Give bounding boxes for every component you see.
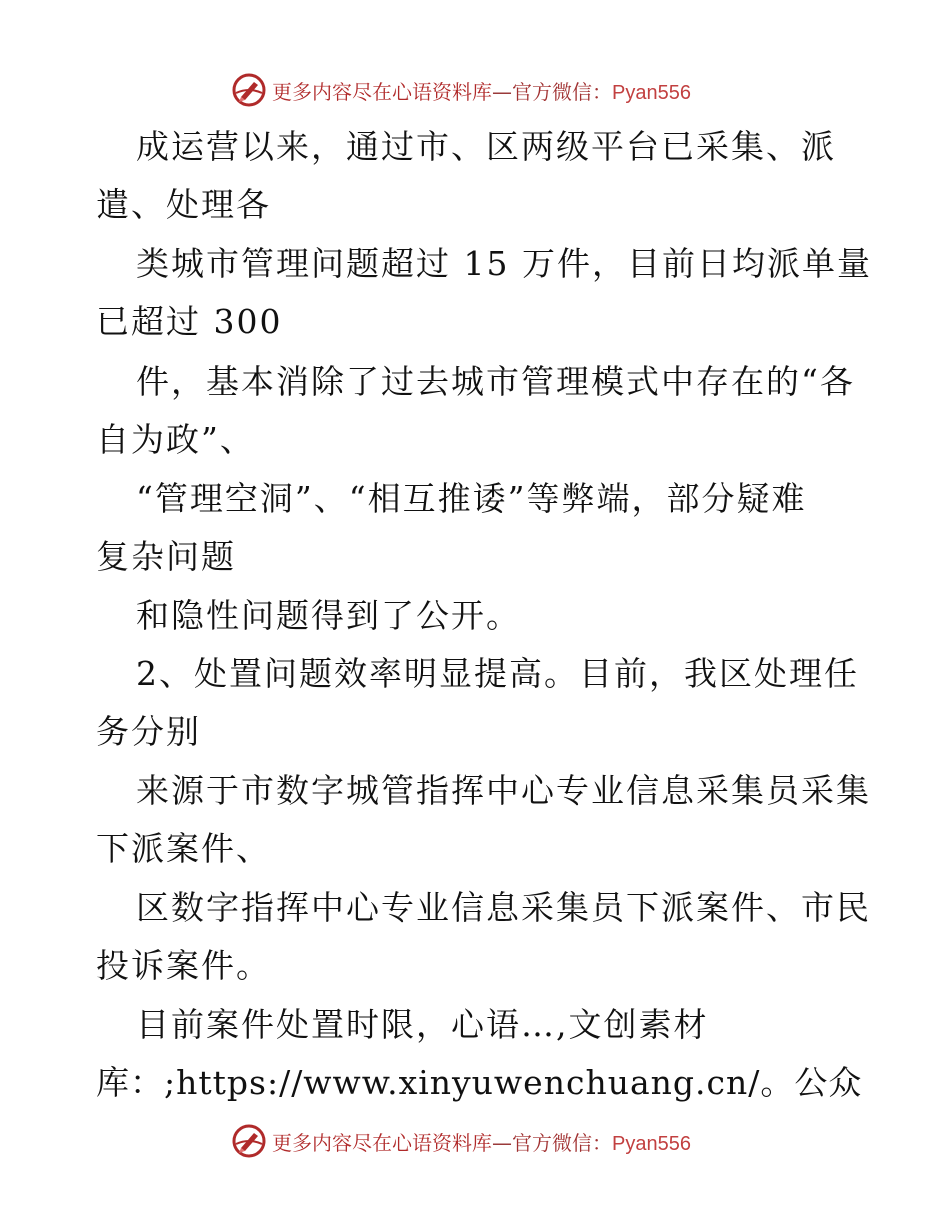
banner-wechat-label: 官方微信：: [512, 79, 612, 104]
text-line: 下派案件、: [96, 829, 271, 868]
banner-wechat-id: Pyan556: [612, 81, 691, 104]
banner-main-text: 更多内容尽在心语资料库: [272, 1130, 492, 1155]
text-line: 务分别: [96, 712, 201, 751]
footer-banner: [232, 1121, 712, 1161]
text-line: 成运营以来，通过市、区两级平台已采集、派: [136, 127, 836, 166]
text-line: 自为政”、: [96, 420, 255, 459]
header-banner: [232, 70, 712, 110]
text-line: 库：;https://www.xinyuwenchuang.cn/。公众: [96, 1063, 863, 1102]
text-line: 已超过 300: [96, 302, 283, 341]
pen-logo-icon: [232, 73, 266, 107]
text-line: 2、处置问题效率明显提高。目前，我区处理任: [136, 654, 859, 693]
banner-wechat-id: Pyan556: [612, 1132, 691, 1155]
text-line: 投诉案件。: [96, 946, 271, 985]
text-line: 目前案件处置时限，心语…,文创素材: [136, 1005, 709, 1044]
text-line: 类城市管理问题超过 15 万件，目前日均派单量: [136, 244, 872, 283]
pen-logo-icon: [232, 1124, 266, 1158]
banner-wechat-label: 官方微信：: [512, 1130, 612, 1155]
text-line: 遣、处理各: [96, 185, 271, 224]
text-line: “管理空洞”、“相互推诿”等弊端，部分疑难: [136, 479, 807, 518]
banner-separator: —: [492, 1130, 512, 1155]
text-line: 区数字指挥中心专业信息采集员下派案件、市民: [136, 888, 871, 927]
text-line: 来源于市数字城管指挥中心专业信息采集员采集: [136, 771, 871, 810]
text-line: 和隐性问题得到了公开。: [136, 596, 521, 635]
text-line: 复杂问题: [96, 537, 236, 576]
banner-main-text: 更多内容尽在心语资料库: [272, 79, 492, 104]
text-line: 件，基本消除了过去城市管理模式中存在的“各: [136, 362, 855, 401]
banner-separator: —: [492, 79, 512, 104]
